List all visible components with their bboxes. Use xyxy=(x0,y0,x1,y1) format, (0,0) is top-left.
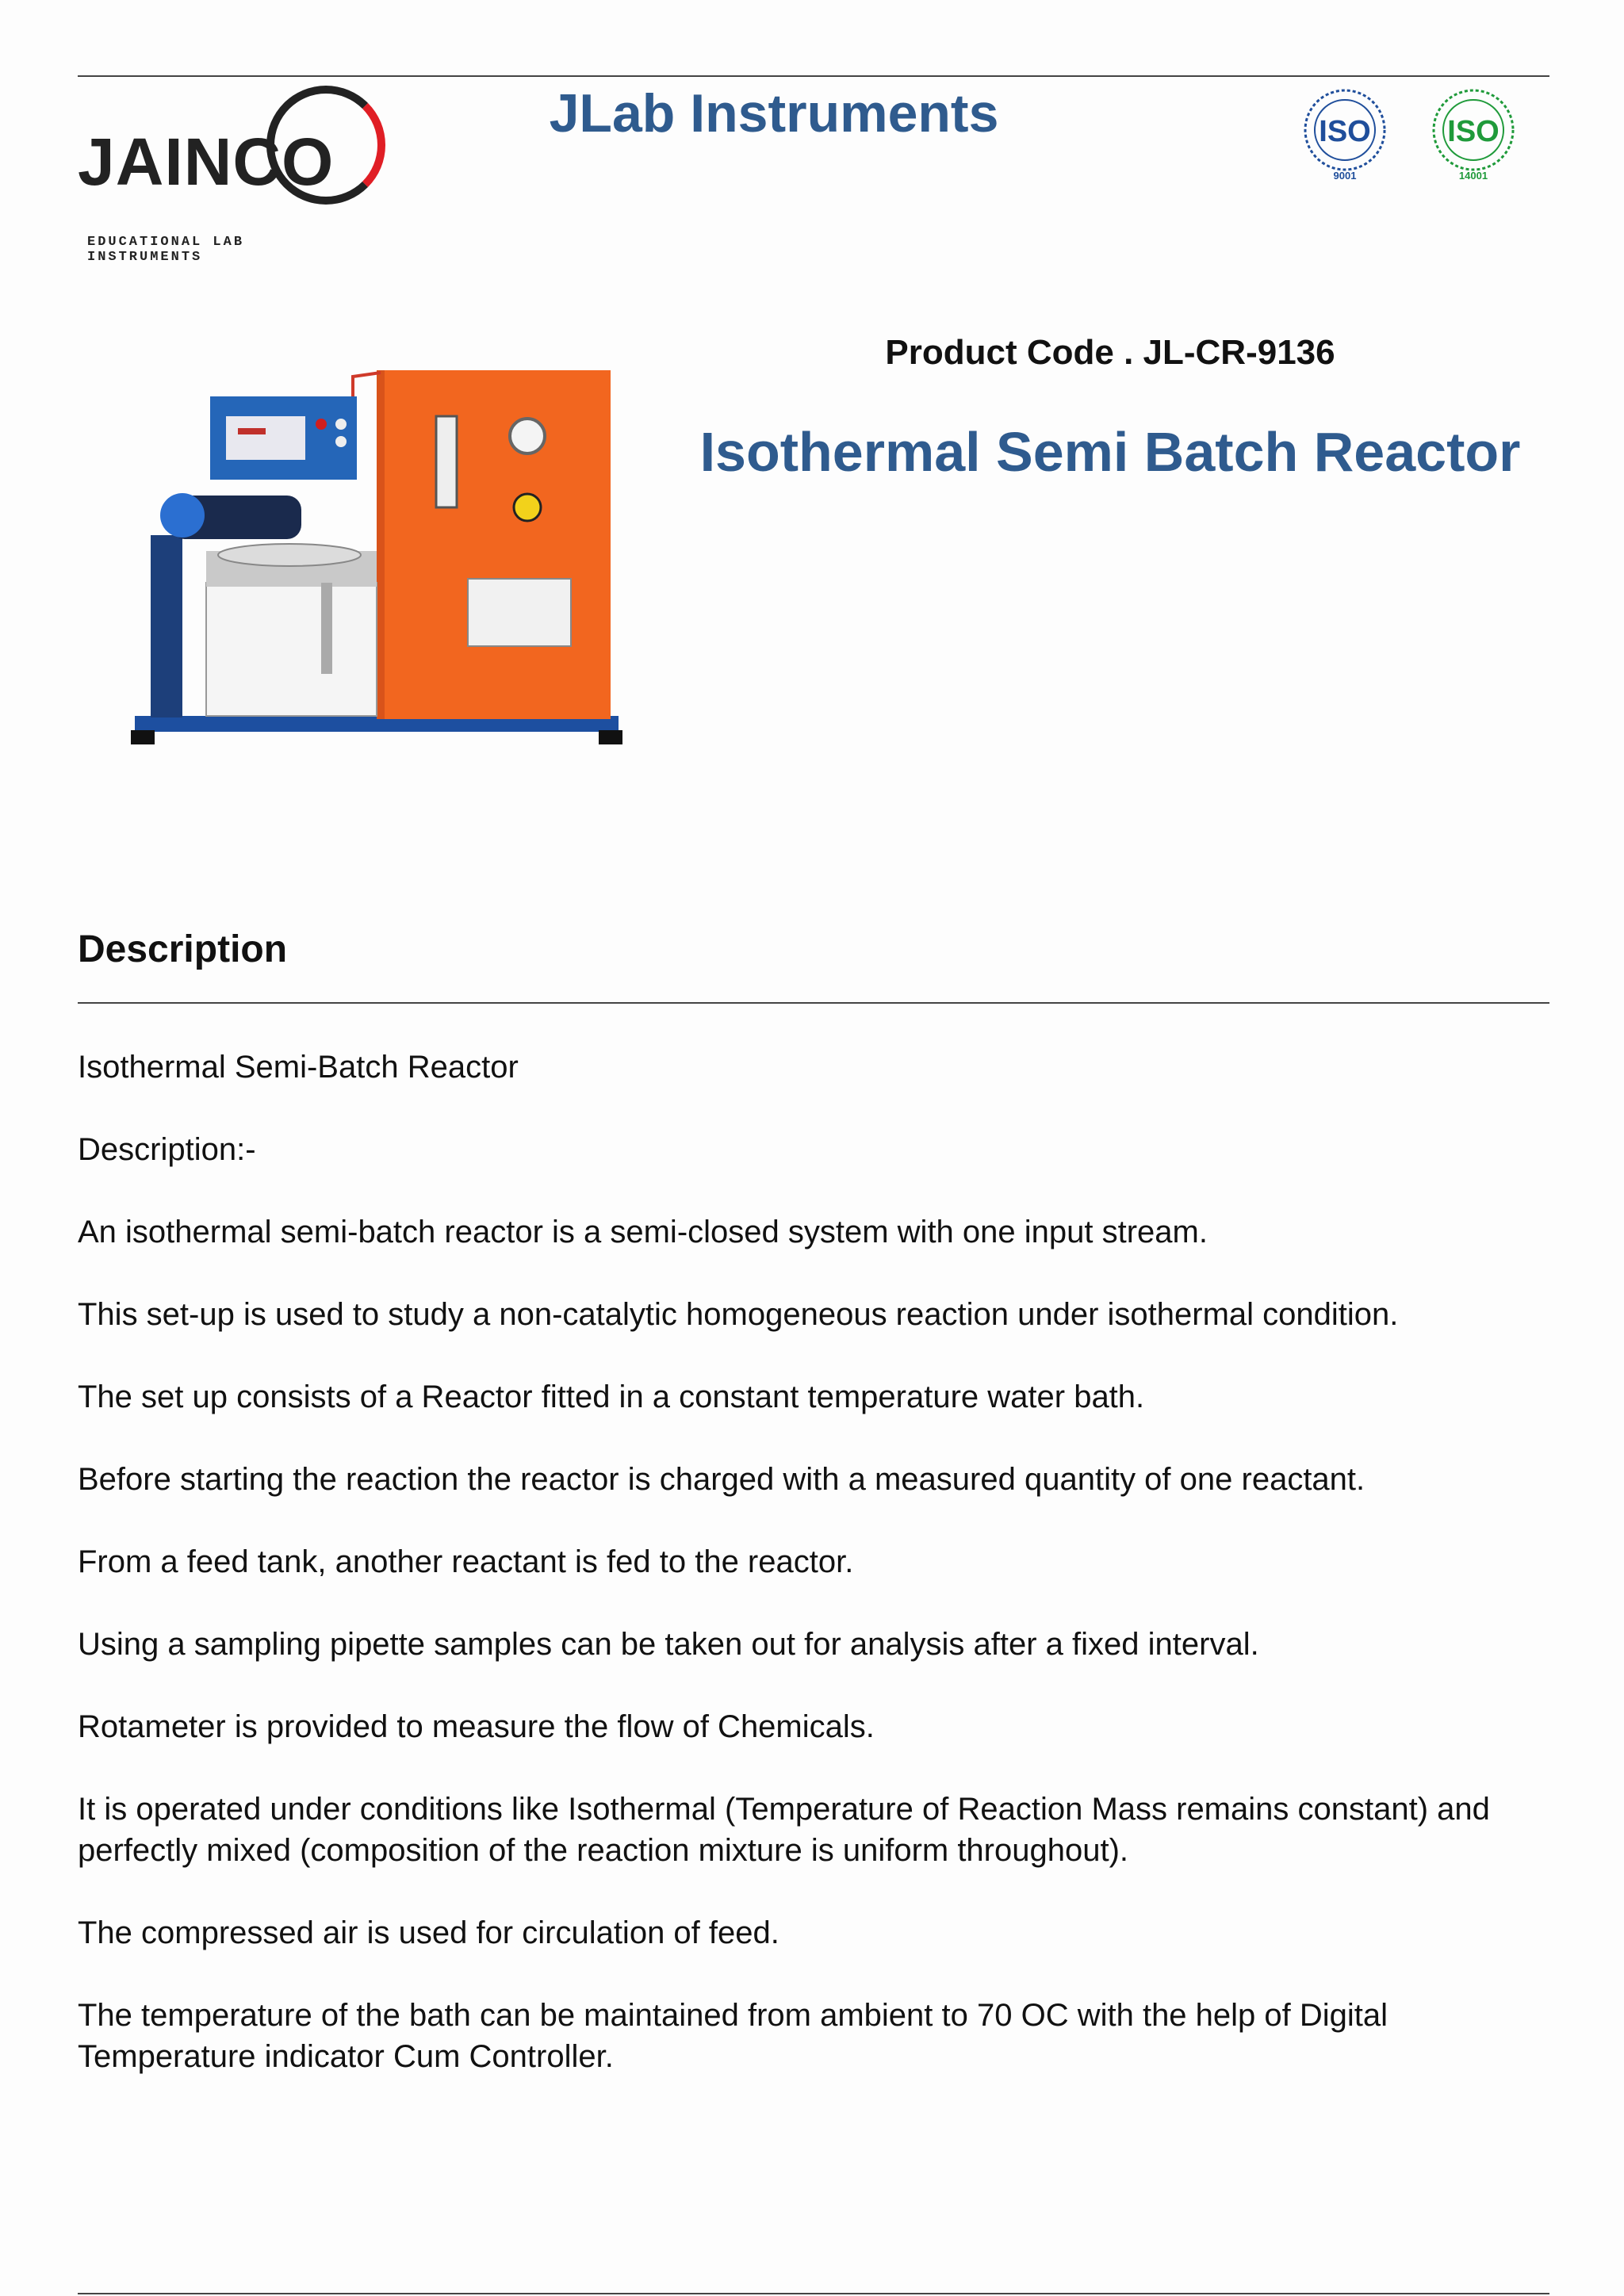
description-paragraph: An isothermal semi-batch reactor is a semi-closed system with one input stream. xyxy=(78,1215,1208,1249)
iso-14001-number: 14001 xyxy=(1458,170,1488,182)
description-paragraph: From a feed tank, another reactant is fed to the reactor. xyxy=(78,1544,854,1579)
description-paragraph: The temperature of the bath can be maintained from ambient to 70 OC with the help of Digital Temperature indicator Cum Controller. xyxy=(78,1998,1388,2074)
description-body xyxy=(78,1047,1553,2118)
description-paragraph: This set-up is used to study a non-catalytic homogeneous reaction under isothermal condition. xyxy=(78,1297,1399,1332)
description-rule xyxy=(78,1002,1549,1004)
description-paragraph: The set up consists of a Reactor fitted in a constant temperature water bath. xyxy=(78,1380,1145,1414)
description-paragraph: Rotameter is provided to measure the flow of Chemicals. xyxy=(78,1709,875,1744)
iso-14001-label: ISO xyxy=(1447,115,1500,148)
iso-9001-number: 9001 xyxy=(1333,170,1357,182)
description-paragraph: Description:- xyxy=(78,1132,256,1167)
iso-9001-badge-icon xyxy=(1297,82,1392,186)
description-paragraph: The compressed air is used for circulation of feed. xyxy=(78,1915,779,1950)
iso-14001-badge-icon xyxy=(1426,82,1521,186)
description-paragraph: Using a sampling pipette samples can be taken out for analysis after a fixed interval. xyxy=(78,1627,1259,1662)
footer-rule xyxy=(78,2293,1549,2294)
description-paragraph: It is operated under conditions like Isothermal (Temperature of Reaction Mass remains constant) and perfectly mixed (composition of the reaction mixture is uniform throughout). xyxy=(78,1792,1490,1868)
logo-tagline: EDUCATIONAL LAB INSTRUMENTS xyxy=(87,235,245,265)
product-name: Isothermal Semi Batch Reactor xyxy=(699,421,1521,483)
product-code: Product Code . JL-CR-9136 xyxy=(885,333,1335,372)
logo-text: JAINCO xyxy=(78,124,335,199)
description-heading: Description xyxy=(78,928,288,970)
description-paragraph: Isothermal Semi-Batch Reactor xyxy=(78,1050,519,1085)
description-paragraph: Before starting the reaction the reactor is charged with a measured quantity of one reactant. xyxy=(78,1462,1365,1497)
reactor-equipment-image xyxy=(127,361,626,765)
site-title-text: JLab Instruments xyxy=(549,83,999,144)
iso-9001-label: ISO xyxy=(1319,115,1371,148)
header-top-rule xyxy=(78,75,1549,77)
